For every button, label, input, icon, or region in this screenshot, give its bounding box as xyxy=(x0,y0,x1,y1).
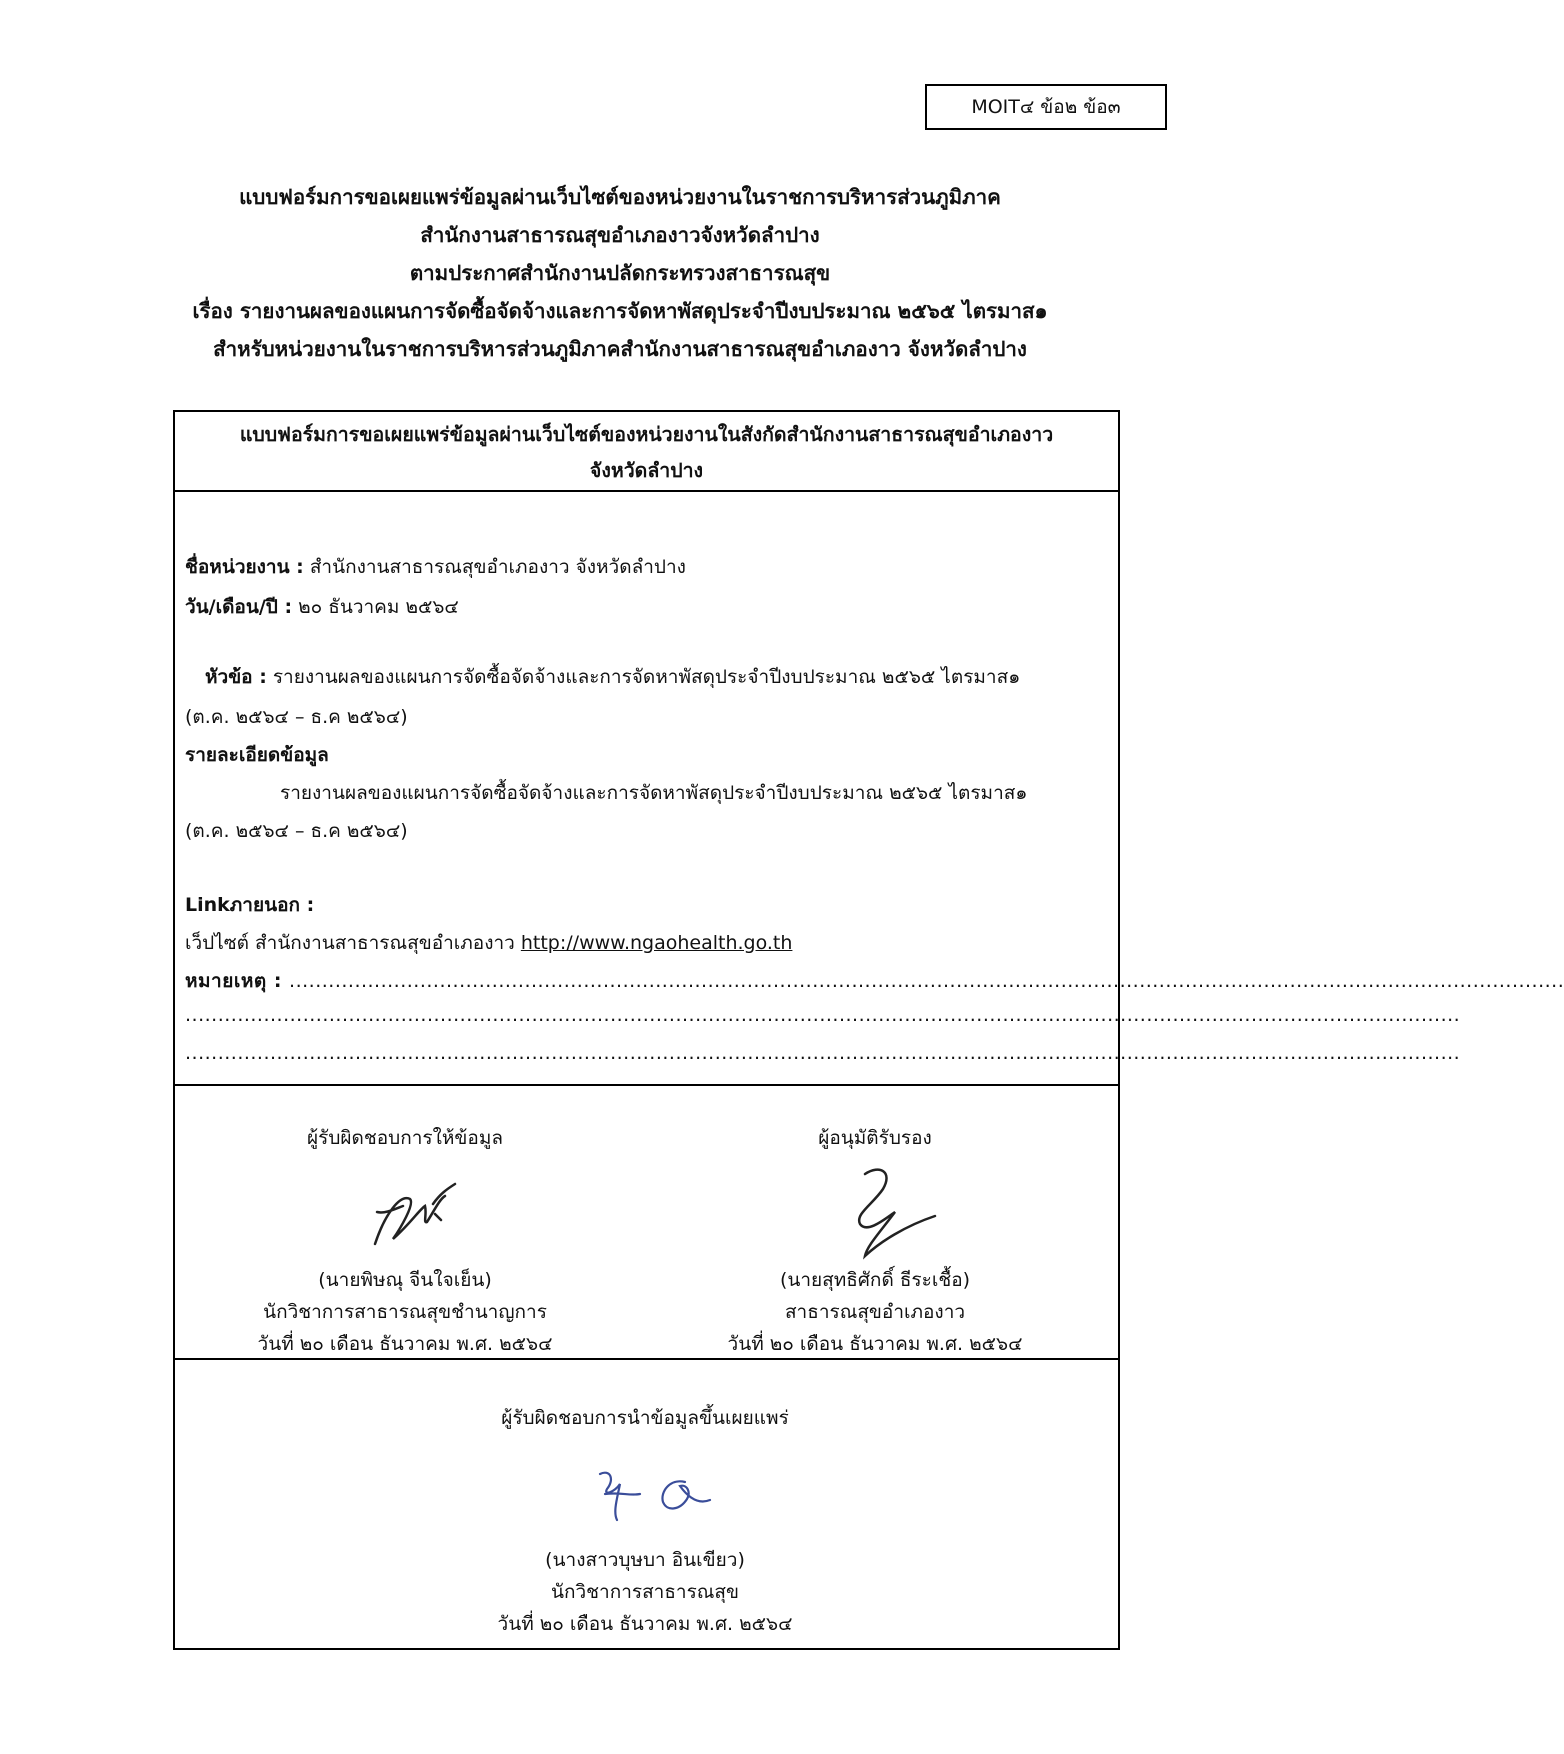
topic-row xyxy=(205,662,1108,692)
website-link[interactable]: http://www.ngaohealth.go.th xyxy=(520,932,793,954)
bottom-section-divider xyxy=(175,1358,1118,1360)
document-code-box xyxy=(925,84,1167,130)
agency-label: ชื่อหน่วยงาน : xyxy=(185,556,304,578)
note-row xyxy=(185,966,1564,996)
publisher-name: (นางสาวบุษบา อินเขียว) xyxy=(545,1549,745,1571)
document-header xyxy=(100,178,1140,368)
note-dots-1: ................................................................................................................................................................................................... xyxy=(289,970,1564,992)
header-line-5: สำหรับหน่วยงานในราชการบริหารส่วนภูมิภาคสำนักงานสาธารณสุขอำเภองาว จังหวัดลำปาง xyxy=(213,337,1027,361)
header-line-3: ตามประกาศสำนักงานปลัดกระทรวงสาธารณสุข xyxy=(409,261,831,285)
header-line-4: เรื่อง รายงานผลของแผนการจัดซื้อจัดจ้างและการจัดหาพัสดุประจำปีงบประมาณ ๒๕๖๕ ไตรมาส๑ xyxy=(192,299,1048,323)
approver-name: (นายสุทธิศักดิ์ ธีระเชื้อ) xyxy=(779,1269,971,1291)
document-code: MOIT๔ ข้อ๒ ข้อ๓ xyxy=(971,96,1121,118)
publisher-signature xyxy=(545,1434,745,1544)
date-label: วัน/เดือน/ปี : xyxy=(185,596,293,618)
signature-block-publisher xyxy=(415,1402,875,1640)
date-row xyxy=(185,592,1108,622)
form-title xyxy=(175,412,1118,492)
website-row xyxy=(185,928,1108,958)
provider-role: ผู้รับผิดชอบการให้ข้อมูล xyxy=(307,1127,503,1149)
approver-signature xyxy=(785,1154,965,1264)
provider-signature xyxy=(315,1154,495,1264)
form-title-line-2: จังหวัดลำปาง xyxy=(589,459,704,482)
external-link-label: Linkภายนอก : xyxy=(185,894,315,916)
form-title-line-1: แบบฟอร์มการขอเผยแพร่ข้อมูลผ่านเว็บไซต์ของหน่วยงานในสังกัดสำนักงานสาธารณสุขอำเภองาว xyxy=(239,423,1054,446)
topic-value: รายงานผลของแผนการจัดซื้อจัดจ้างและการจัดหาพัสดุประจำปีงบประมาณ ๒๕๖๕ ไตรมาส๑ xyxy=(266,666,1021,688)
note-dots-3: ................................................................................................................................................................................................... xyxy=(185,1042,1461,1064)
approver-position: สาธารณสุขอำเภองาว xyxy=(784,1301,966,1323)
detail-label: รายละเอียดข้อมูล xyxy=(185,744,329,766)
agency-row xyxy=(185,552,1108,582)
note-label: หมายเหตุ : xyxy=(185,970,290,992)
signature-block-approver xyxy=(675,1122,1075,1360)
header-line-2: สำนักงานสาธารณสุขอำเภองาวจังหวัดลำปาง xyxy=(420,223,820,247)
provider-name: (นายพิษณุ จีนใจเย็น) xyxy=(318,1269,492,1291)
agency-value: สำนักงานสาธารณสุขอำเภองาว จังหวัดลำปาง xyxy=(303,556,686,578)
publication-form xyxy=(173,410,1564,1650)
approver-role: ผู้อนุมัติรับรอง xyxy=(818,1127,932,1149)
section-divider xyxy=(175,1084,1118,1086)
form-info-section xyxy=(175,492,1564,1474)
header-line-1: แบบฟอร์มการขอเผยแพร่ข้อมูลผ่านเว็บไซต์ของหน่วยงานในราชการบริหารส่วนภูมิภาค xyxy=(239,185,1001,209)
note-dots-2: ................................................................................................................................................................................................... xyxy=(185,1004,1461,1026)
provider-position: นักวิชาการสาธารณสุขชำนาญการ xyxy=(263,1301,547,1323)
publisher-position: นักวิชาการสาธารณสุข xyxy=(550,1581,740,1603)
approver-date: วันที่ ๒๐ เดือน ธันวาคม พ.ศ. ๒๕๖๔ xyxy=(727,1333,1023,1355)
provider-date: วันที่ ๒๐ เดือน ธันวาคม พ.ศ. ๒๕๖๔ xyxy=(257,1333,553,1355)
topic-label: หัวข้อ : xyxy=(205,666,267,688)
website-text: เว็ปไซต์ สำนักงานสาธารณสุขอำเภองาว xyxy=(185,932,521,954)
signature-block-provider xyxy=(215,1122,595,1360)
date-value: ๒๐ ธันวาคม ๒๕๖๔ xyxy=(292,596,459,618)
detail-value: รายงานผลของแผนการจัดซื้อจัดจ้างและการจัดหาพัสดุประจำปีงบประมาณ ๒๕๖๕ ไตรมาส๑ xyxy=(280,782,1028,804)
topic-period: (ต.ค. ๒๕๖๔ – ธ.ค ๒๕๖๔) xyxy=(185,706,408,728)
detail-period: (ต.ค. ๒๕๖๔ – ธ.ค ๒๕๖๔) xyxy=(185,820,408,842)
publisher-date: วันที่ ๒๐ เดือน ธันวาคม พ.ศ. ๒๕๖๔ xyxy=(497,1613,793,1635)
publisher-role: ผู้รับผิดชอบการนำข้อมูลขึ้นเผยแพร่ xyxy=(501,1407,789,1429)
